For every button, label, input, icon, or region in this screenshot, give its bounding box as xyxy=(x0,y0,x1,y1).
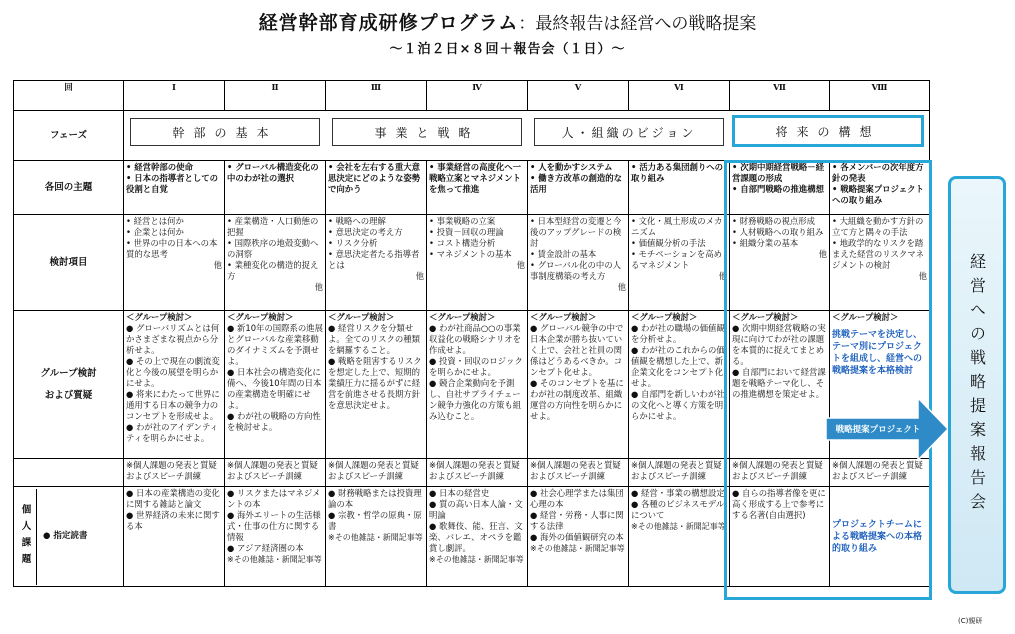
list-item: • リスク分析 xyxy=(328,238,424,249)
list-item: ● リスクまたはマネジメントの本 xyxy=(227,488,323,510)
list-item: • 地政学的なリスクを踏まえた経営のリスクマネジメントの検討 xyxy=(832,238,927,271)
list-item: • コスト構造分析 xyxy=(429,238,525,249)
list-item: • 会社を左右する重大意思決定にどのような姿勢で向かう xyxy=(328,162,424,195)
topics-cell xyxy=(427,215,528,311)
subtitle: ～１泊２日×８回＋報告会（１日）～ xyxy=(389,42,626,57)
group-note: ※個人課題の発表と質疑およびスピーチ訓練 xyxy=(427,459,528,487)
reading-cell: ● リスクまたはマネジメントの本 ● 海外エリートの生活様式・仕事の仕方に関する情報 ● アジア経済圏の本 ※その他雑誌・新聞記事等 xyxy=(225,487,326,587)
topics-cell xyxy=(629,215,730,311)
list-item: ● 海外の価値観研究の本 xyxy=(530,532,626,543)
col-header: Ⅵ xyxy=(629,81,730,111)
list-item: • 自部門戦略の推進構想 xyxy=(732,184,827,195)
report-text: 経営への戦略提案報告会 xyxy=(967,253,987,517)
list-item: • 事業経営の高度化へ一戦略立案とマネジメントを焦って推進 xyxy=(429,162,525,195)
topics-cell xyxy=(225,215,326,311)
list-item: • 組織分業の基本 xyxy=(732,238,827,249)
note-row xyxy=(14,459,930,487)
topics-row xyxy=(14,215,930,311)
list-item: ● 自部門を新しいわが社の文化へと導く方策を明らかにせよ。 xyxy=(631,389,727,422)
group-cell: ＜グループ検討＞ ● 新10年の国際系の進展とグローバルな産業移動のダイナミズムを予測せよ。 ● 日本社会の構造変化に備へ、今後10年間の日本の産業構造を明確にせよ。 ● わが社の戦略の方向性を検討せよ。 xyxy=(225,311,326,459)
list-item: • 産業構造・人口動態の把握 xyxy=(227,216,323,238)
list-item: ● 海外エリートの生活様式・仕事の仕方に関する情報 xyxy=(227,510,323,543)
list-item: • 業種変化の構造的捉え方 xyxy=(227,260,323,282)
list-item: • モチベーションを高めるマネジメント xyxy=(631,249,727,271)
group-note: ※個人課題の発表と質疑およびスピーチ訓練 xyxy=(326,459,427,487)
reading-label: ● 指定読書 xyxy=(43,531,88,541)
reading-cell xyxy=(124,487,225,587)
col-header: Ⅶ xyxy=(730,81,830,111)
group-cell: ＜グループ検討＞ ● グローバル競争の中で日本企業が勝ち抜いていく上で、会社と社員の関係はどうあるべきか。コンセプト化せよ。 ● そのコンセプトを基にわが社の制度改革、組織運営の方向性を明らかにせよ。 xyxy=(528,311,629,459)
theme-cell xyxy=(730,161,830,215)
reading-cell: ● 財務戦略または投資理論の本 ● 宗教・哲学の原典・原書 ※その他雑誌・新聞記事等 xyxy=(326,487,427,587)
group-cell: ＜グループ検討＞ ● 経営リスクを分類せよ。全てのリスクの種類を網羅すること。 ● 戦略を阻害するリスクを想定した上で、短期的業績圧力に揺るがずに経営を前進させる長期方針を意思決定せよ。 xyxy=(326,311,427,459)
arrow-label: 戦略提案プロジェクト xyxy=(835,425,921,435)
list-item: ● 各種のビジネスモデルについて xyxy=(631,499,727,521)
row-label-group: グループ検討 および質疑 xyxy=(14,311,124,459)
col-header: Ⅱ xyxy=(225,81,326,111)
list-item: • 投資－回収の理論 xyxy=(429,227,525,238)
phase-box: 事業と戦略 xyxy=(332,118,522,146)
topics-cell xyxy=(326,215,427,311)
topics-cell xyxy=(830,215,930,311)
list-item: • 経営幹部の使命 xyxy=(126,162,222,173)
page-title xyxy=(0,8,1015,35)
list-item: ● わが社のアイデンティティを明らかにせよ。 xyxy=(126,422,222,444)
topics-cell xyxy=(124,215,225,311)
list-item: • 人材戦略への取り組み xyxy=(732,227,827,238)
theme-cell xyxy=(629,161,730,215)
report-box xyxy=(948,176,1006,594)
list-item: • 文化・風土形成のメカニズム xyxy=(631,216,727,238)
group-note: ※個人課題の発表と質疑およびスピーチ訓練 xyxy=(730,459,830,487)
etc-label: 他 xyxy=(918,271,927,281)
individual-row xyxy=(14,487,930,587)
list-item: • 日本の指導者としての役割と自覚 xyxy=(126,173,222,195)
group-note: ※個人課題の発表と質疑およびスピーチ訓練 xyxy=(830,459,930,487)
list-item: ● 戦略を阻害するリスクを想定した上で、短期的業績圧力に揺るがずに経営を前進させる長期方針を意思決定せよ。 xyxy=(328,356,424,411)
col-header: 回 xyxy=(14,81,124,111)
list-item: ● 歌舞伎、能、狂言、文楽、バレエ、オペラを鑑賞し劇評。 xyxy=(429,521,525,554)
group-note: ※個人課題の発表と質疑およびスピーチ訓練 xyxy=(124,459,225,487)
list-item: ● 自部門において経営課題を戦略テーマ化し、その推進構想を策定せよ。 xyxy=(732,367,827,400)
reading-cell: ● 経営・事業の構想設定 ● 各種のビジネスモデルについて ※その他雑誌・新聞記事等 xyxy=(629,487,730,587)
list-item: • 賃金設計の基本 xyxy=(530,249,626,260)
list-item: ● アジア経済圏の本 xyxy=(227,543,323,554)
list-item: • 活力ある集団創りへの取り組み xyxy=(631,162,727,184)
list-item: • 戦略提案プロジェクトへの取り組み xyxy=(832,184,927,206)
list-item: • 意思決定の考え方 xyxy=(328,227,424,238)
list-item: • グローバル構造変化の中のわが社の選択 xyxy=(227,162,323,184)
etc-label: 他 xyxy=(617,282,626,292)
list-item: • マネジメントの基本 xyxy=(429,249,525,260)
phase-box-highlight: 将来の構想 xyxy=(732,115,924,147)
list-item: ● 自らの指導者像を更に高く形成する上で参考にする名著(自由選択) xyxy=(732,488,827,521)
list-item: ● 世界経済の未来に関する本 xyxy=(126,510,222,532)
theme-cell xyxy=(830,161,930,215)
col-header: Ⅴ xyxy=(528,81,629,111)
theme-row xyxy=(14,161,930,215)
copyright: (C)親研 xyxy=(958,617,983,625)
list-item: ● わが社のこれからの価値観を構想した上で、新企業文化をコンセプト化せよ。 xyxy=(631,345,727,389)
list-item: ● 日本の経営史 xyxy=(429,488,525,499)
topics-cell xyxy=(528,215,629,311)
theme-cell xyxy=(427,161,528,215)
group-cell: ＜グループ検討＞ 挑戦テーマを決定し、テーマ別にプロジェクトを組成し、経営への戦略提案を本格検討 xyxy=(830,311,930,459)
list-item: ● 投資・回収のロジックを明らかにせよ。 xyxy=(429,356,525,378)
list-item: • 大組織を動かす方針の立て方と隅々の手法 xyxy=(832,216,927,238)
group-cell: ＜グループ検討＞ ● わが社商品○○の事業収益化の戦略シナリオを作成せよ。 ● 投資・回収のロジックを明らかにせよ。 ● 競合企業動向を予測し、自社サプライチェーン競争力強化の方策も組み込むこと。 xyxy=(427,311,528,459)
reading-cell: ● 日本の経営史 ● 質の高い日本人論・文明論 ● 歌舞伎、能、狂言、文楽、バレエ、オペラを鑑賞し劇評。 ※その他雑誌・新聞記事等 xyxy=(427,487,528,587)
list-item: • 働き方改革の創造的な活用 xyxy=(530,173,626,195)
list-item: ● わが社の職場の価値観を分析せよ。 xyxy=(631,323,727,345)
group-note: ※個人課題の発表と質疑およびスピーチ訓練 xyxy=(528,459,629,487)
list-item: • 財務戦略の視点形成 xyxy=(732,216,827,227)
list-item: • 人を動かすシステム xyxy=(530,162,626,173)
list-item: • 日本型経営の変遷と今後のアップグレードの検討 xyxy=(530,216,626,249)
etc-label: 他 xyxy=(516,260,525,270)
group-note: ※個人課題の発表と質疑およびスピーチ訓練 xyxy=(225,459,326,487)
reading-cell xyxy=(730,487,830,587)
list-item: ● 将来にわたって世界に通用する日本の競争力のコンセプトを形成せよ。 xyxy=(126,389,222,422)
title-sub: ：最終報告は経営への戦略提案 xyxy=(518,14,757,34)
list-item: ● 新10年の国際系の進展とグローバルな産業移動のダイナミズムを予測せよ。 xyxy=(227,323,323,367)
reading-cell xyxy=(830,487,930,587)
row-label-theme: 各回の主題 xyxy=(14,161,124,215)
topics-cell xyxy=(730,215,830,311)
etc-label: 他 xyxy=(314,282,323,292)
reading-viii-blue: プロジェクトチームによる戦略提案への本格的取り組み xyxy=(832,519,923,554)
list-item: • 国際秩序の地殻変動への洞察 xyxy=(227,238,323,260)
group-cell: ＜グループ検討＞ ● グローバリズムとは何かさまざまな視点から分析せよ。 ● その上で現在の劇流変化と今後の展望を明らかにせよ。 ● 将来にわたって世界に通用する日本の競争力のコンセプトを形成せよ。 ● わが社のアイデンティティを明らかにせよ。 xyxy=(124,311,225,459)
etc-label: 他 xyxy=(818,249,827,259)
list-item: ● グローバリズムとは何かさまざまな視点から分析せよ。 xyxy=(126,323,222,356)
list-item: • 世界の中の日本への本質的な思考 xyxy=(126,238,222,260)
list-item: ● 宗教・哲学の原典・原書 xyxy=(328,510,424,532)
phase-box: 幹部の基本 xyxy=(130,118,320,146)
list-item: ● 経営・労務・人事に関する法律 xyxy=(530,510,626,532)
etc-label: 他 xyxy=(213,260,222,270)
list-item: ● 経営・事業の構想設定 xyxy=(631,488,727,499)
list-item: ● わが社商品○○の事業収益化の戦略シナリオを作成せよ。 xyxy=(429,323,525,356)
list-item: ● 質の高い日本人論・文明論 xyxy=(429,499,525,521)
list-item: • 戦略への理解 xyxy=(328,216,424,227)
individual-label: 個人課題 xyxy=(19,503,31,570)
title-main: 経営幹部育成研修プログラム xyxy=(258,12,519,34)
col-header: Ⅰ xyxy=(124,81,225,111)
list-item: ● 社会心理学または集団心理の本 xyxy=(530,488,626,510)
col-header: Ⅳ xyxy=(427,81,528,111)
list-item: • 企業とは何か xyxy=(126,227,222,238)
list-item: ● そのコンセプトを基にわが社の制度改革、組織運営の方向性を明らかにせよ。 xyxy=(530,378,626,422)
group-cell: ＜グループ検討＞ ● 次期中期経営戦略の実現に向けてわが社の課題を本質的に捉えてまとめる。 ● 自部門において経営課題を戦略テーマ化し、その推進構想を策定せよ。 xyxy=(730,311,830,459)
group-note: ※個人課題の発表と質疑およびスピーチ訓練 xyxy=(629,459,730,487)
group-row xyxy=(14,311,930,459)
phase-box: 人・組織のビジョン xyxy=(534,118,724,146)
list-item: • 各メンバーの次年度方針の発表 xyxy=(832,162,927,184)
reading-cell: ● 社会心理学または集団心理の本 ● 経営・労務・人事に関する法律 ● 海外の価値観研究の本 ※その他雑誌・新聞記事等 xyxy=(528,487,629,587)
list-item: • グローバル化の中の人事制度構築の考え方 xyxy=(530,260,626,282)
header-row xyxy=(14,81,930,111)
list-item: ● 日本社会の構造変化に備へ、今後10年間の日本の産業構造を明確にせよ。 xyxy=(227,367,323,411)
theme-cell xyxy=(124,161,225,215)
etc-label: 他 xyxy=(718,271,727,281)
col-header: Ⅷ xyxy=(830,81,930,111)
theme-cell xyxy=(225,161,326,215)
row-label-phase: フェーズ xyxy=(14,111,124,161)
list-item: • 意思決定者たる指導者とは xyxy=(328,249,424,271)
row-label-topics: 検討項目 xyxy=(14,215,124,311)
list-item: ● 日本の産業構造の変化に関する雑誌と論文 xyxy=(126,488,222,510)
group-viii-blue: 挑戦テーマを決定し、テーマ別にプロジェクトを組成し、経営への戦略提案を本格検討 xyxy=(832,330,923,376)
program-table xyxy=(13,80,930,587)
theme-cell xyxy=(326,161,427,215)
list-item: ● その上で現在の劇流変化と今後の展望を明らかにせよ。 xyxy=(126,356,222,389)
group-cell: ＜グループ検討＞ ● わが社の職場の価値観を分析せよ。 ● わが社のこれからの価値観を構想した上で、新企業文化をコンセプト化せよ。 ● 自部門を新しいわが社の文化へと導く方策を明らかにせよ。 xyxy=(629,311,730,459)
list-item: ● 次期中期経営戦略の実現に向けてわが社の課題を本質的に捉えてまとめる。 xyxy=(732,323,827,367)
list-item: • 価値観分析の手法 xyxy=(631,238,727,249)
row-label-individual xyxy=(14,487,124,587)
list-item: ● 経営リスクを分類せよ。全てのリスクの種類を網羅すること。 xyxy=(328,323,424,356)
theme-cell xyxy=(528,161,629,215)
etc-label: 他 xyxy=(415,271,424,281)
col-header: Ⅲ xyxy=(326,81,427,111)
list-item: ● 財務戦略または投資理論の本 xyxy=(328,488,424,510)
list-item: • 次期中期経営戦略－経営課題の形成 xyxy=(732,162,827,184)
list-item: ● わが社の戦略の方向性を検討せよ。 xyxy=(227,411,323,433)
list-item: ● グローバル競争の中で日本企業が勝ち抜いていく上で、会社と社員の関係はどうあるべきか。コンセプト化せよ。 xyxy=(530,323,626,378)
list-item: • 経営とは何か xyxy=(126,216,222,227)
list-item: ● 競合企業動向を予測し、自社サプライチェーン競争力強化の方策も組み込むこと。 xyxy=(429,378,525,422)
list-item: • 事業戦略の立案 xyxy=(429,216,525,227)
